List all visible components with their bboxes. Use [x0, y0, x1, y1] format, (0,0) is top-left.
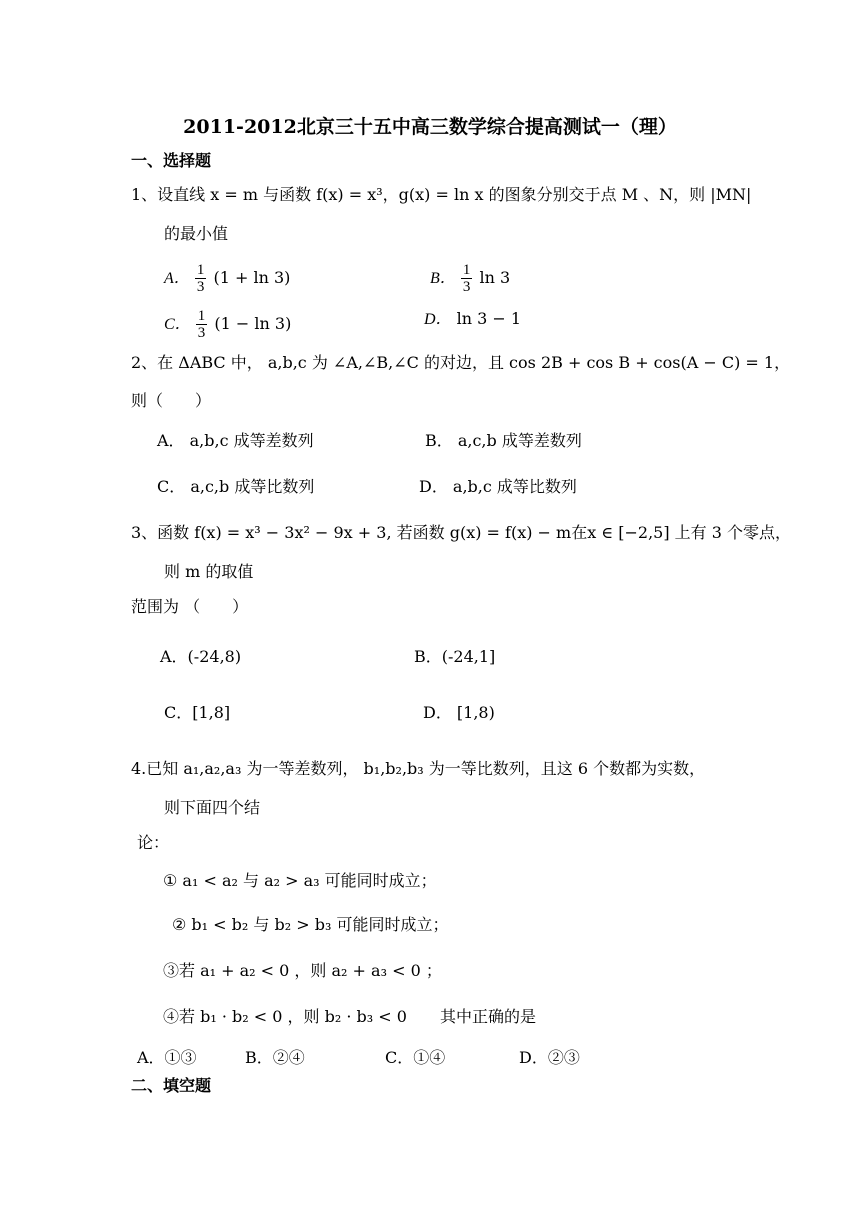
q1-option-b-label: B． [430, 270, 456, 287]
fraction-denominator: 3 [197, 325, 206, 341]
q2-option-d: D． a,b,c 成等比数列 [419, 477, 577, 496]
q4-conclusion-2: ② b₁ < b₂ 与 b₂ > b₃ 可能同时成立； [172, 915, 449, 934]
q1-option-d-label: D． [424, 311, 452, 328]
q1-option-b [430, 262, 510, 295]
q4-conclusion-3: ③若 a₁ + a₂ < 0 ，则 a₂ + a₃ < 0 ； [163, 961, 442, 980]
q1-option-a-text: (1 + ln 3) [213, 268, 291, 287]
q1-option-c-label: C． [164, 316, 191, 333]
q2-stem-line1: 2、在 ΔABC 中， a,b,c 为 ∠A,∠B,∠C 的对边，且 cos 2B + cos B + cos(A − C) = 1， [131, 353, 791, 372]
q1-option-d-text: ln 3 − 1 [456, 309, 522, 328]
q1-option-c-text: (1 − ln 3) [214, 314, 292, 333]
section-heading-choice: 一、选择题 [131, 151, 212, 170]
q2-option-a: A． a,b,c 成等差数列 [157, 431, 314, 450]
q2-option-b: B． a,c,b 成等差数列 [425, 431, 582, 450]
q1-option-c-fraction [196, 308, 208, 341]
q1-stem-line2: 的最小值 [164, 224, 229, 243]
q3-option-c: C．[1,8] [164, 703, 231, 722]
fraction-denominator: 3 [462, 279, 471, 295]
q1-option-a-label: A． [164, 270, 190, 287]
q4-stem-line1: 4.已知 a₁,a₂,a₃ 为一等差数列， b₁,b₂,b₃ 为一等比数列，且这 6 个数都为实数， [131, 759, 706, 778]
q4-conclusion-1: ① a₁ < a₂ 与 a₂ > a₃ 可能同时成立； [163, 871, 437, 890]
q4-option-d: D．②③ [519, 1048, 580, 1067]
q1-option-b-text: ln 3 [479, 268, 511, 287]
section-heading-fill: 二、填空题 [131, 1076, 212, 1095]
q4-stem-line3: 论： [137, 833, 170, 852]
q4-stem-line2: 则下面四个结 [164, 798, 261, 817]
q1-option-b-fraction [461, 262, 473, 295]
q3-stem-line1: 3、函数 f(x) = x³ − 3x² − 9x + 3, 若函数 g(x) = f(x) − m在x ∈ [−2,5] 上有 3 个零点， [131, 523, 792, 542]
fraction-numerator: 1 [197, 308, 206, 324]
q4-option-b: B．②④ [245, 1048, 305, 1067]
q1-option-a [164, 262, 290, 295]
q3-option-d: D． [1,8) [423, 703, 495, 722]
q1-option-d [424, 308, 521, 331]
q4-option-c: C．①④ [385, 1048, 446, 1067]
q1-option-a-fraction [195, 262, 207, 295]
q1-stem-line1: 1、设直线 x = m 与函数 f(x) = x³，g(x) = ln x 的图象分别交于点 M 、N，则 |MN| [131, 185, 752, 204]
q3-option-a: A．(-24,8) [160, 647, 242, 666]
q1-option-c [164, 308, 291, 341]
q2-option-c: C． a,c,b 成等比数列 [157, 477, 315, 496]
fraction-numerator: 1 [462, 262, 471, 278]
q4-option-a: A．①③ [137, 1048, 197, 1067]
fraction-denominator: 3 [196, 279, 205, 295]
q2-stem-line2: 则（ ） [131, 391, 212, 410]
q3-option-b: B．(-24,1] [414, 647, 496, 666]
q4-conclusion-4: ④若 b₁ · b₂ < 0 ，则 b₂ · b₃ < 0 [163, 1007, 407, 1026]
q4-question-tail: 其中正确的是 [440, 1007, 537, 1026]
q3-stem-line2: 则 m 的取值 [164, 562, 254, 581]
fraction-numerator: 1 [196, 262, 205, 278]
q3-stem-line3: 范围为 （ ） [131, 597, 249, 616]
page-title: 2011-2012北京三十五中高三数学综合提高测试一（理） [183, 116, 677, 138]
